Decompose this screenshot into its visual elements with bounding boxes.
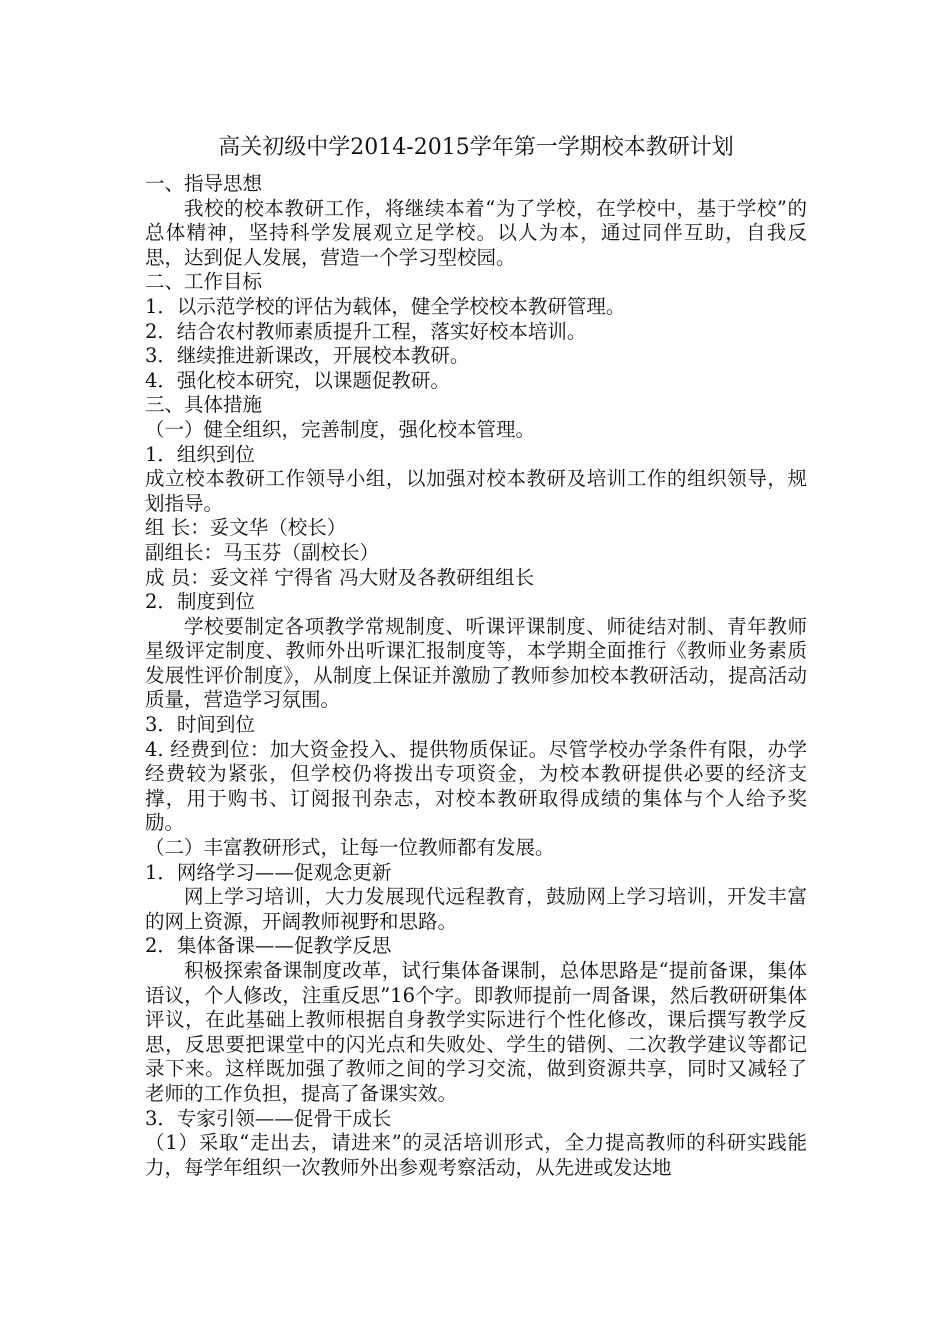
text-line: （二）丰富教研形式，让每一位教师都有发展。 <box>145 836 555 860</box>
text-line: 3．专家引领——促骨干成长 <box>145 1106 392 1130</box>
text-line: 1．以示范学校的评估为载体，健全学校校本教研管理。 <box>145 294 626 318</box>
text-line: 成 员：妥文祥 宁得省 冯大财及各教研组组长 <box>145 565 535 589</box>
document-title: 高关初级中学2014-2015学年第一学期校本教研计划 <box>218 135 734 160</box>
text-line: 3．时间到位 <box>145 713 255 737</box>
text-line: 三、具体措施 <box>145 393 263 417</box>
text-line: 4．强化校本研究，以课题促教研。 <box>145 368 450 392</box>
text-line: 2．制度到位 <box>145 590 255 614</box>
text-line: 组 长：妥文华（校长） <box>145 516 347 540</box>
text-line: 一、指导思想 <box>145 172 263 195</box>
text-line: 二、工作目标 <box>145 270 263 294</box>
body-paragraph: 4. 经费到位：加大资金投入、提供物质保证。尽管学校办学条件有限，办学经费较为紧张，但学校仍将拨出专项资金，为校本教研提供必要的经济支撑，用于购书、订阅报刊杂志，对校本教研取得成绩的集体与个人给予奖励。 <box>145 737 807 835</box>
body-paragraph: 成立校本教研工作领导小组，以加强对校本教研及培训工作的组织领导，规划指导。 <box>145 467 807 515</box>
body-paragraph: （1）采取“走出去，请进来”的灵活培训形式，全力提高教师的科研实践能力，每学年组织一次教师外出参观考察活动，从先进或发达地 <box>145 1131 807 1179</box>
text-line: （一）健全组织，完善制度，强化校本管理。 <box>145 417 536 441</box>
text-line: 2．结合农村教师素质提升工程，落实好校本培训。 <box>145 319 587 343</box>
text-line: 3．继续推进新课改，开展校本教研。 <box>145 344 470 368</box>
body-paragraph: 积极探索备课制度改革，试行集体备课制，总体思路是“提前备课，集体语议，个人修改，注重反思”16个字。即教师提前一周备课，然后教研研集体评议，在此基础上教师根据自身教学实际进行个性化修改，课后撰写教学反思，反思要把课堂中的闪光点和失败处、学生的错例、二次教学建议等都记录下来。这样既加强了教师之间的学习交流，做到资源共享，同时又减轻了老师的工作负担，提高了备课实效。 <box>145 959 807 1105</box>
text-line: 副组长：马玉芬（副校长） <box>145 540 380 564</box>
body-paragraph: 学校要制定各项教学常规制度、听课评课制度、师徒结对制、青年教师星级评定制度、教师外出听课汇报制度等，本学期全面推行《教师业务素质发展性评价制度》，从制度上保证并激励了教师参加校本教研活动，提高活动质量，营造学习氛围。 <box>145 614 807 712</box>
body-paragraph: 我校的校本教研工作，将继续本着“为了学校，在学校中，基于学校”的总体精神，坚持科学发展观立足学校。以人为本，通过同伴互助，自我反思，达到促人发展，营造一个学习型校园。 <box>145 196 807 269</box>
document-body <box>145 133 807 1180</box>
text-line: 1．网络学习——促观念更新 <box>145 860 392 884</box>
body-paragraph: 网上学习培训，大力发展现代远程教育，鼓励网上学习培训，开发丰富的网上资源，开阔教师视野和思路。 <box>145 885 807 933</box>
text-line: 1．组织到位 <box>145 442 255 466</box>
text-line: 2．集体备课——促教学反思 <box>145 934 392 958</box>
